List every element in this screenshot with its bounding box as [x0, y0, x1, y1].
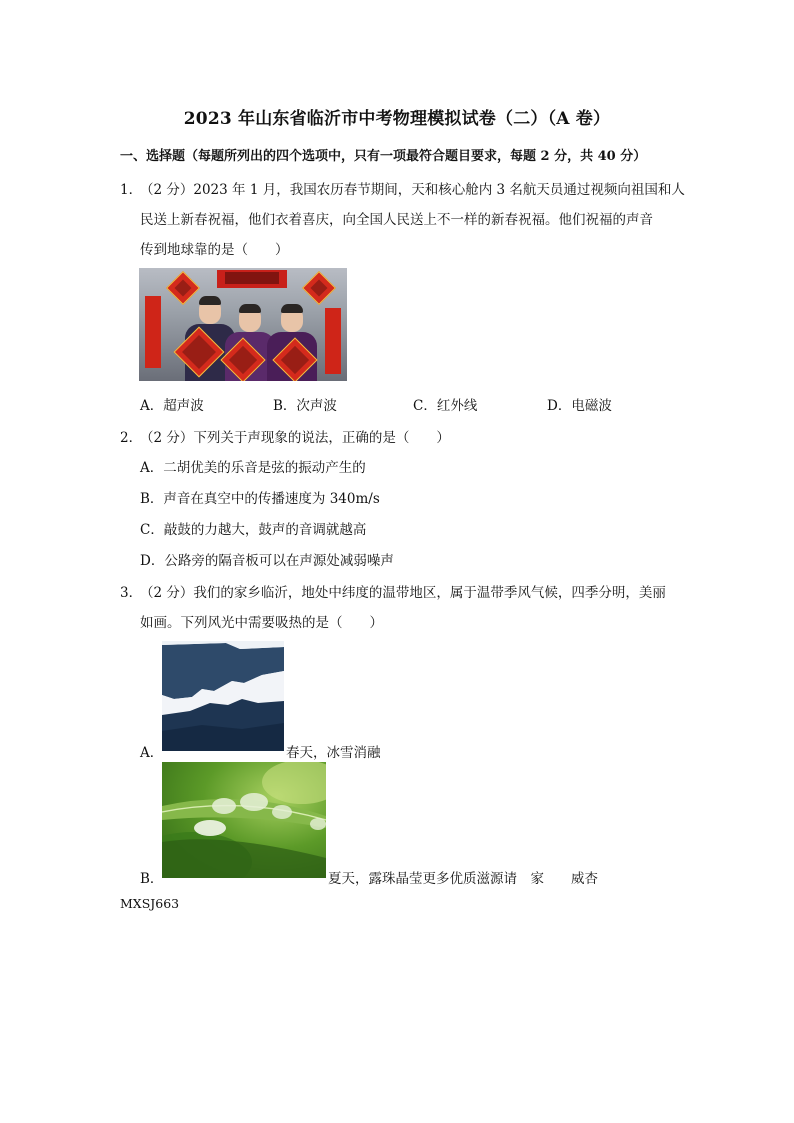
q2-option-b: B．声音在真空中的传播速度为 340m/s: [140, 491, 380, 507]
q3-option-b-label: B．: [140, 871, 164, 887]
question-number-1: 1．: [120, 182, 143, 198]
astronauts-photo: [139, 268, 347, 381]
q2-stem: （2 分）下列关于声现象的说法，正确的是（ ）: [140, 430, 450, 446]
q3-option-a-text: 春天，冰雪消融: [286, 745, 381, 761]
q3-option-a-label: A．: [140, 745, 164, 761]
question-number-3: 3．: [120, 585, 143, 601]
q1-line-1: （2 分）2023 年 1 月，我国农历春节期间，天和核心舱内 3 名航天员通过视频向祖国和人: [140, 182, 685, 198]
dew-drops-photo: [162, 762, 326, 878]
footer-code: MXSJ663: [120, 896, 180, 911]
q3-option-b-text: 夏天，露珠晶莹更多优质滋源请 家 威杏: [328, 871, 598, 887]
q1-line-3: 传到地球靠的是（ ）: [140, 242, 289, 258]
q3-line-1: （2 分）我们的家乡临沂，地处中纬度的温带地区，属于温带季风气候，四季分明，美丽: [140, 585, 666, 601]
q1-option-a: A．超声波: [140, 398, 204, 414]
section-heading: 一、选择题（每题所列出的四个选项中，只有一项最符合题目要求，每题 2 分，共 40 分）: [120, 149, 647, 164]
banner-top: [217, 270, 287, 288]
melting-ice-photo: [162, 641, 284, 751]
question-number-2: 2．: [120, 430, 143, 446]
q1-option-d: D．电磁波: [547, 398, 612, 414]
q3-line-2: 如画。下列风光中需要吸热的是（ ）: [140, 615, 383, 631]
q2-option-c: C．敲鼓的力越大，鼓声的音调就越高: [140, 522, 367, 538]
q1-option-c: C．红外线: [413, 398, 478, 414]
q2-option-a: A．二胡优美的乐音是弦的振动产生的: [140, 460, 366, 476]
q2-option-d: D．公路旁的隔音板可以在声源处减弱噪声: [140, 553, 394, 569]
q1-line-2: 民送上新春祝福，他们衣着喜庆，向全国人民送上不一样的新春祝福。他们祝福的声音: [140, 212, 653, 228]
q1-option-b: B．次声波: [273, 398, 337, 414]
page-title: 2023 年山东省临沂市中考物理模拟试卷（二）（A 卷）: [183, 109, 611, 129]
